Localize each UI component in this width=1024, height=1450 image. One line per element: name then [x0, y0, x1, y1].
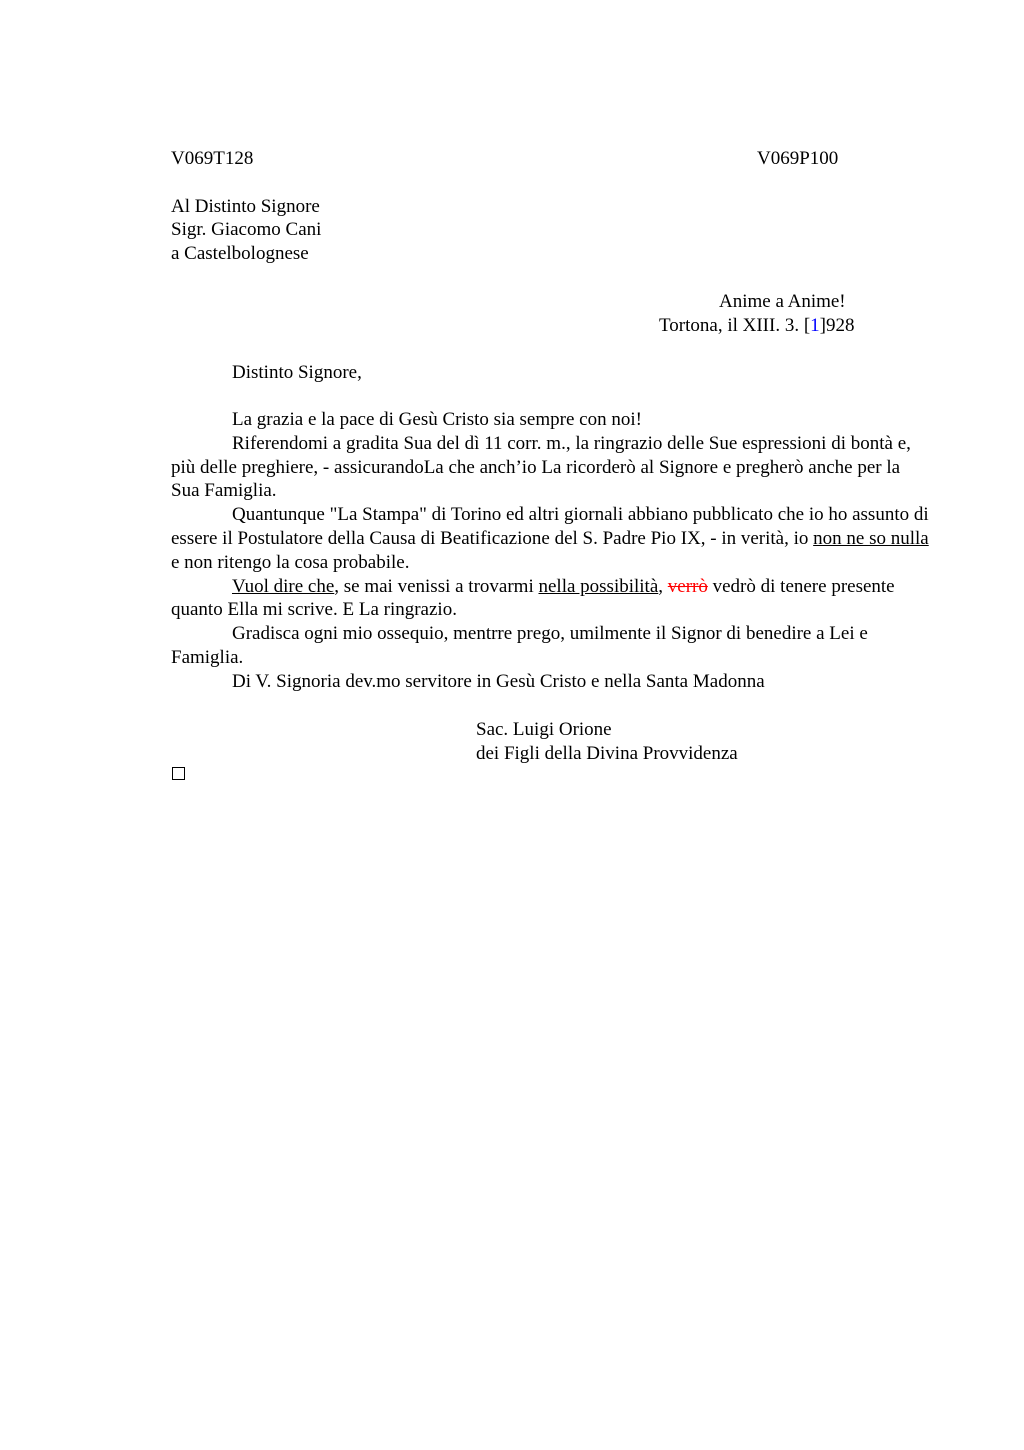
paragraph-4-deleted-word: verrò [667, 575, 708, 597]
paragraph-4 [171, 575, 931, 623]
paragraph-4-text-a: , se mai venissi a trovarmi [334, 575, 539, 597]
motto: Anime a Anime! [719, 291, 846, 312]
paragraph-3-text-b: e non ritengo la cosa probabile. [171, 551, 410, 573]
dateline [659, 314, 854, 337]
paragraph-6: Di V. Signoria dev.mo servitore in Gesù Cristo e nella Santa Madonna [232, 670, 765, 692]
paragraph-2: Riferendomi a gradita Sua del dì 11 corr. m., la ringrazio delle Sue espressioni di bontà e, più delle preghiere, - assicurandoLa che anch’io La ricorderò al Signore e pregherò anche per la Sua Famiglia. [171, 432, 911, 502]
address-line-3: a Castelbolognese [171, 243, 309, 264]
dateline-suffix: ]928 [819, 315, 855, 336]
paragraph-4-underlined-1: Vuol dire che [232, 575, 335, 597]
signature-line-1: Sac. Luigi Orione [476, 719, 612, 740]
signature-line-2: dei Figli della Divina Provvidenza [476, 743, 738, 764]
paragraph-1: La grazia e la pace di Gesù Cristo sia sempre con noi! [232, 409, 642, 430]
paragraph-4-text-b: , [658, 575, 668, 597]
code-left: V069T128 [171, 148, 254, 169]
paragraph-4-underlined-2: nella possibilità [538, 575, 659, 597]
empty-checkbox-glyph [172, 767, 185, 780]
code-right: V069P100 [757, 148, 839, 169]
paragraph-3-underlined: non ne so nulla [813, 527, 929, 549]
paragraph-4-text-c: vedrò di tenere presente quanto Ella mi scrive. E La ringrazio. [171, 575, 895, 621]
address-line-1: Al Distinto Signore [171, 196, 320, 217]
paragraph-3 [171, 503, 931, 574]
address-line-2: Sigr. Giacomo Cani [171, 219, 322, 240]
letter-body [171, 408, 931, 694]
footnote-reference-link[interactable]: 1 [810, 315, 820, 336]
salutation: Distinto Signore, [232, 362, 362, 383]
dateline-prefix: Tortona, il XIII. 3. [ [659, 315, 811, 336]
paragraph-5: Gradisca ogni mio ossequio, mentrre prego, umilmente il Signor di benedire a Lei e Famiglia. [171, 623, 868, 668]
paragraph-3-text-a: Quantunque "La Stampa" di Torino ed altri giornali abbiano pubblicato che io ho assunto di essere il Postulatore della Causa di Beatificazione del S. Padre Pio IX, - in verità, io [171, 504, 929, 549]
